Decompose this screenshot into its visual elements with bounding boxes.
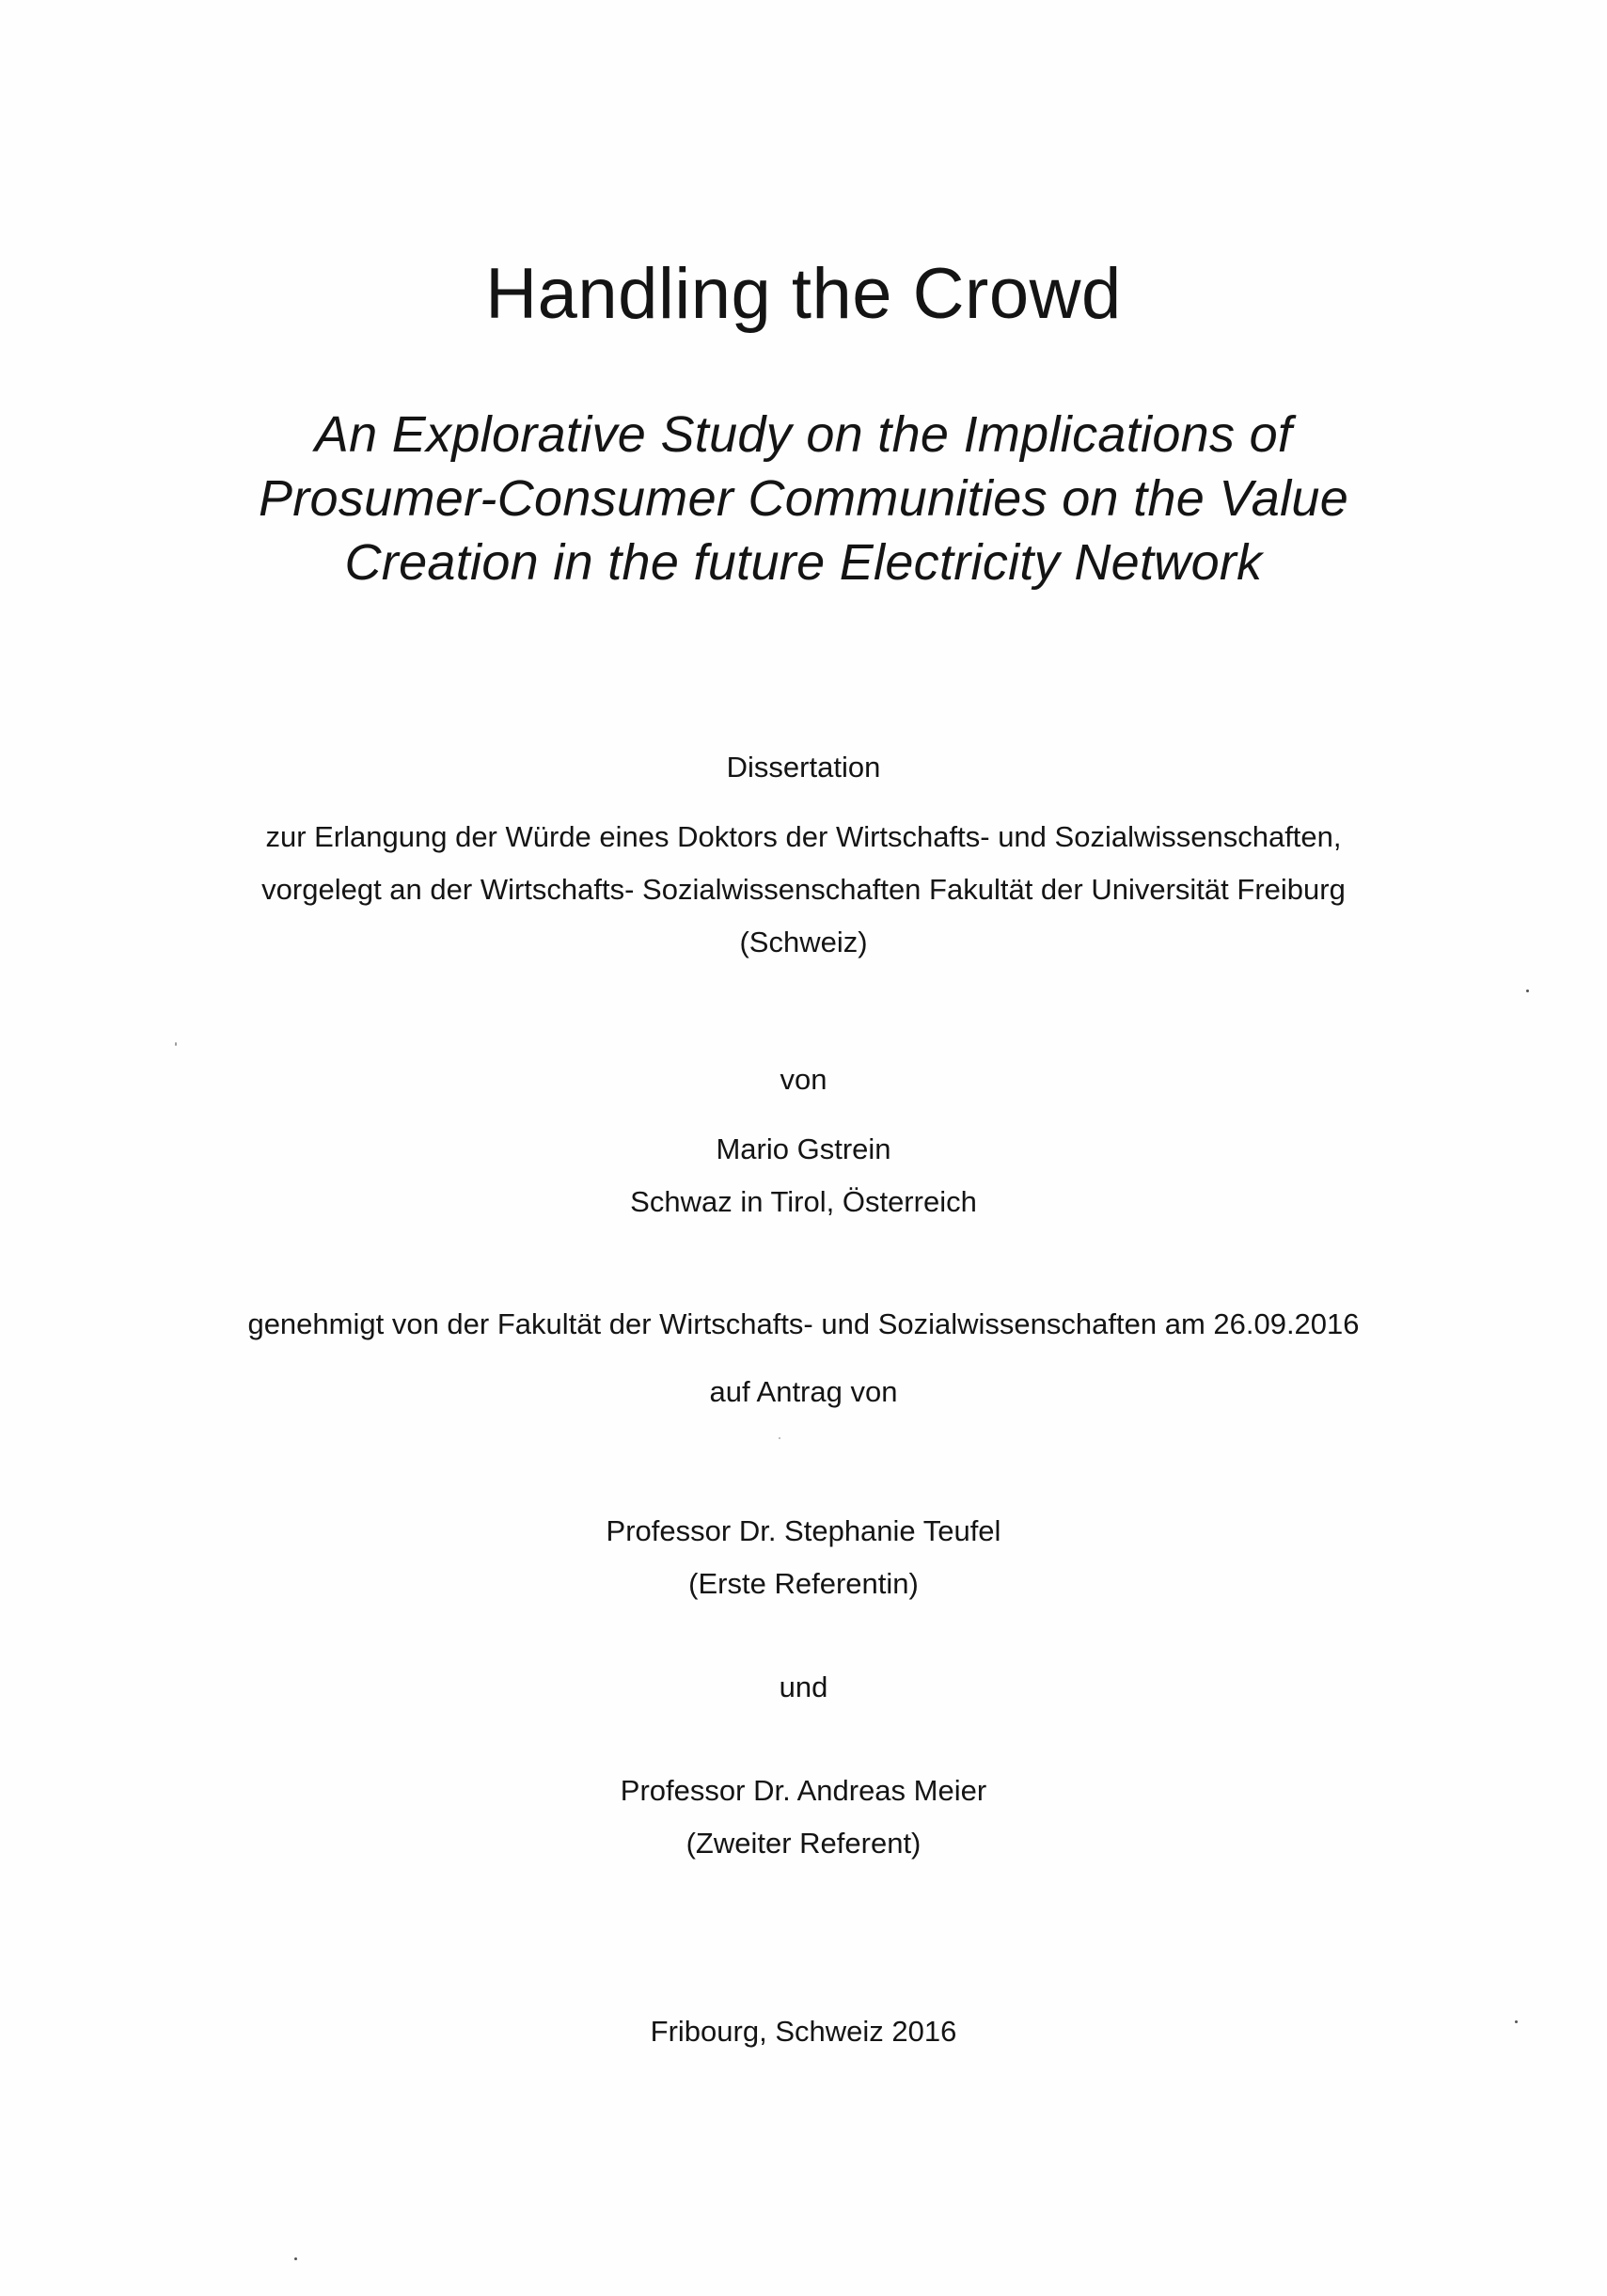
place-year: Fribourg, Schweiz 2016: [650, 2015, 957, 2048]
purpose-line-3: (Schweiz): [739, 926, 868, 958]
document-title: Handling the Crowd: [485, 254, 1122, 334]
referee-2-role: (Zweiter Referent): [685, 1827, 922, 1860]
scan-speck: [1526, 990, 1529, 992]
purpose-line-1: zur Erlangung der Würde eines Doktors der Wirtschafts- und Sozialwissenschaften,: [265, 820, 1342, 853]
purpose-line-2: vorgelegt an der Wirtschafts- Sozialwissenschaften Fakultät der Universität Freiburg: [261, 873, 1346, 906]
scan-speck: [294, 2257, 297, 2260]
referee-2-name: Professor Dr. Andreas Meier: [620, 1774, 987, 1807]
referee-1-name: Professor Dr. Stephanie Teufel: [606, 1514, 1001, 1547]
author-origin: Schwaz in Tirol, Österreich: [630, 1185, 977, 1218]
conjunction: und: [779, 1671, 828, 1703]
scan-speck: [175, 1042, 177, 1046]
subtitle-line-2: Prosumer-Consumer Communities on the Value: [258, 470, 1349, 527]
scan-speck: [1515, 2020, 1518, 2023]
subtitle-line-3: Creation in the future Electricity Network: [344, 534, 1263, 591]
by-label: von: [780, 1063, 827, 1096]
subtitle-line-1: An Explorative Study on the Implications of: [314, 406, 1293, 463]
approval-line: genehmigt von der Fakultät der Wirtschafts- und Sozialwissenschaften am 26.09.2016: [247, 1307, 1360, 1340]
referee-1-role: (Erste Referentin): [688, 1567, 919, 1600]
author-name: Mario Gstrein: [716, 1132, 891, 1165]
scan-speck: [779, 1437, 780, 1439]
degree-type: Dissertation: [726, 751, 881, 784]
request-label: auf Antrag von: [709, 1375, 898, 1408]
